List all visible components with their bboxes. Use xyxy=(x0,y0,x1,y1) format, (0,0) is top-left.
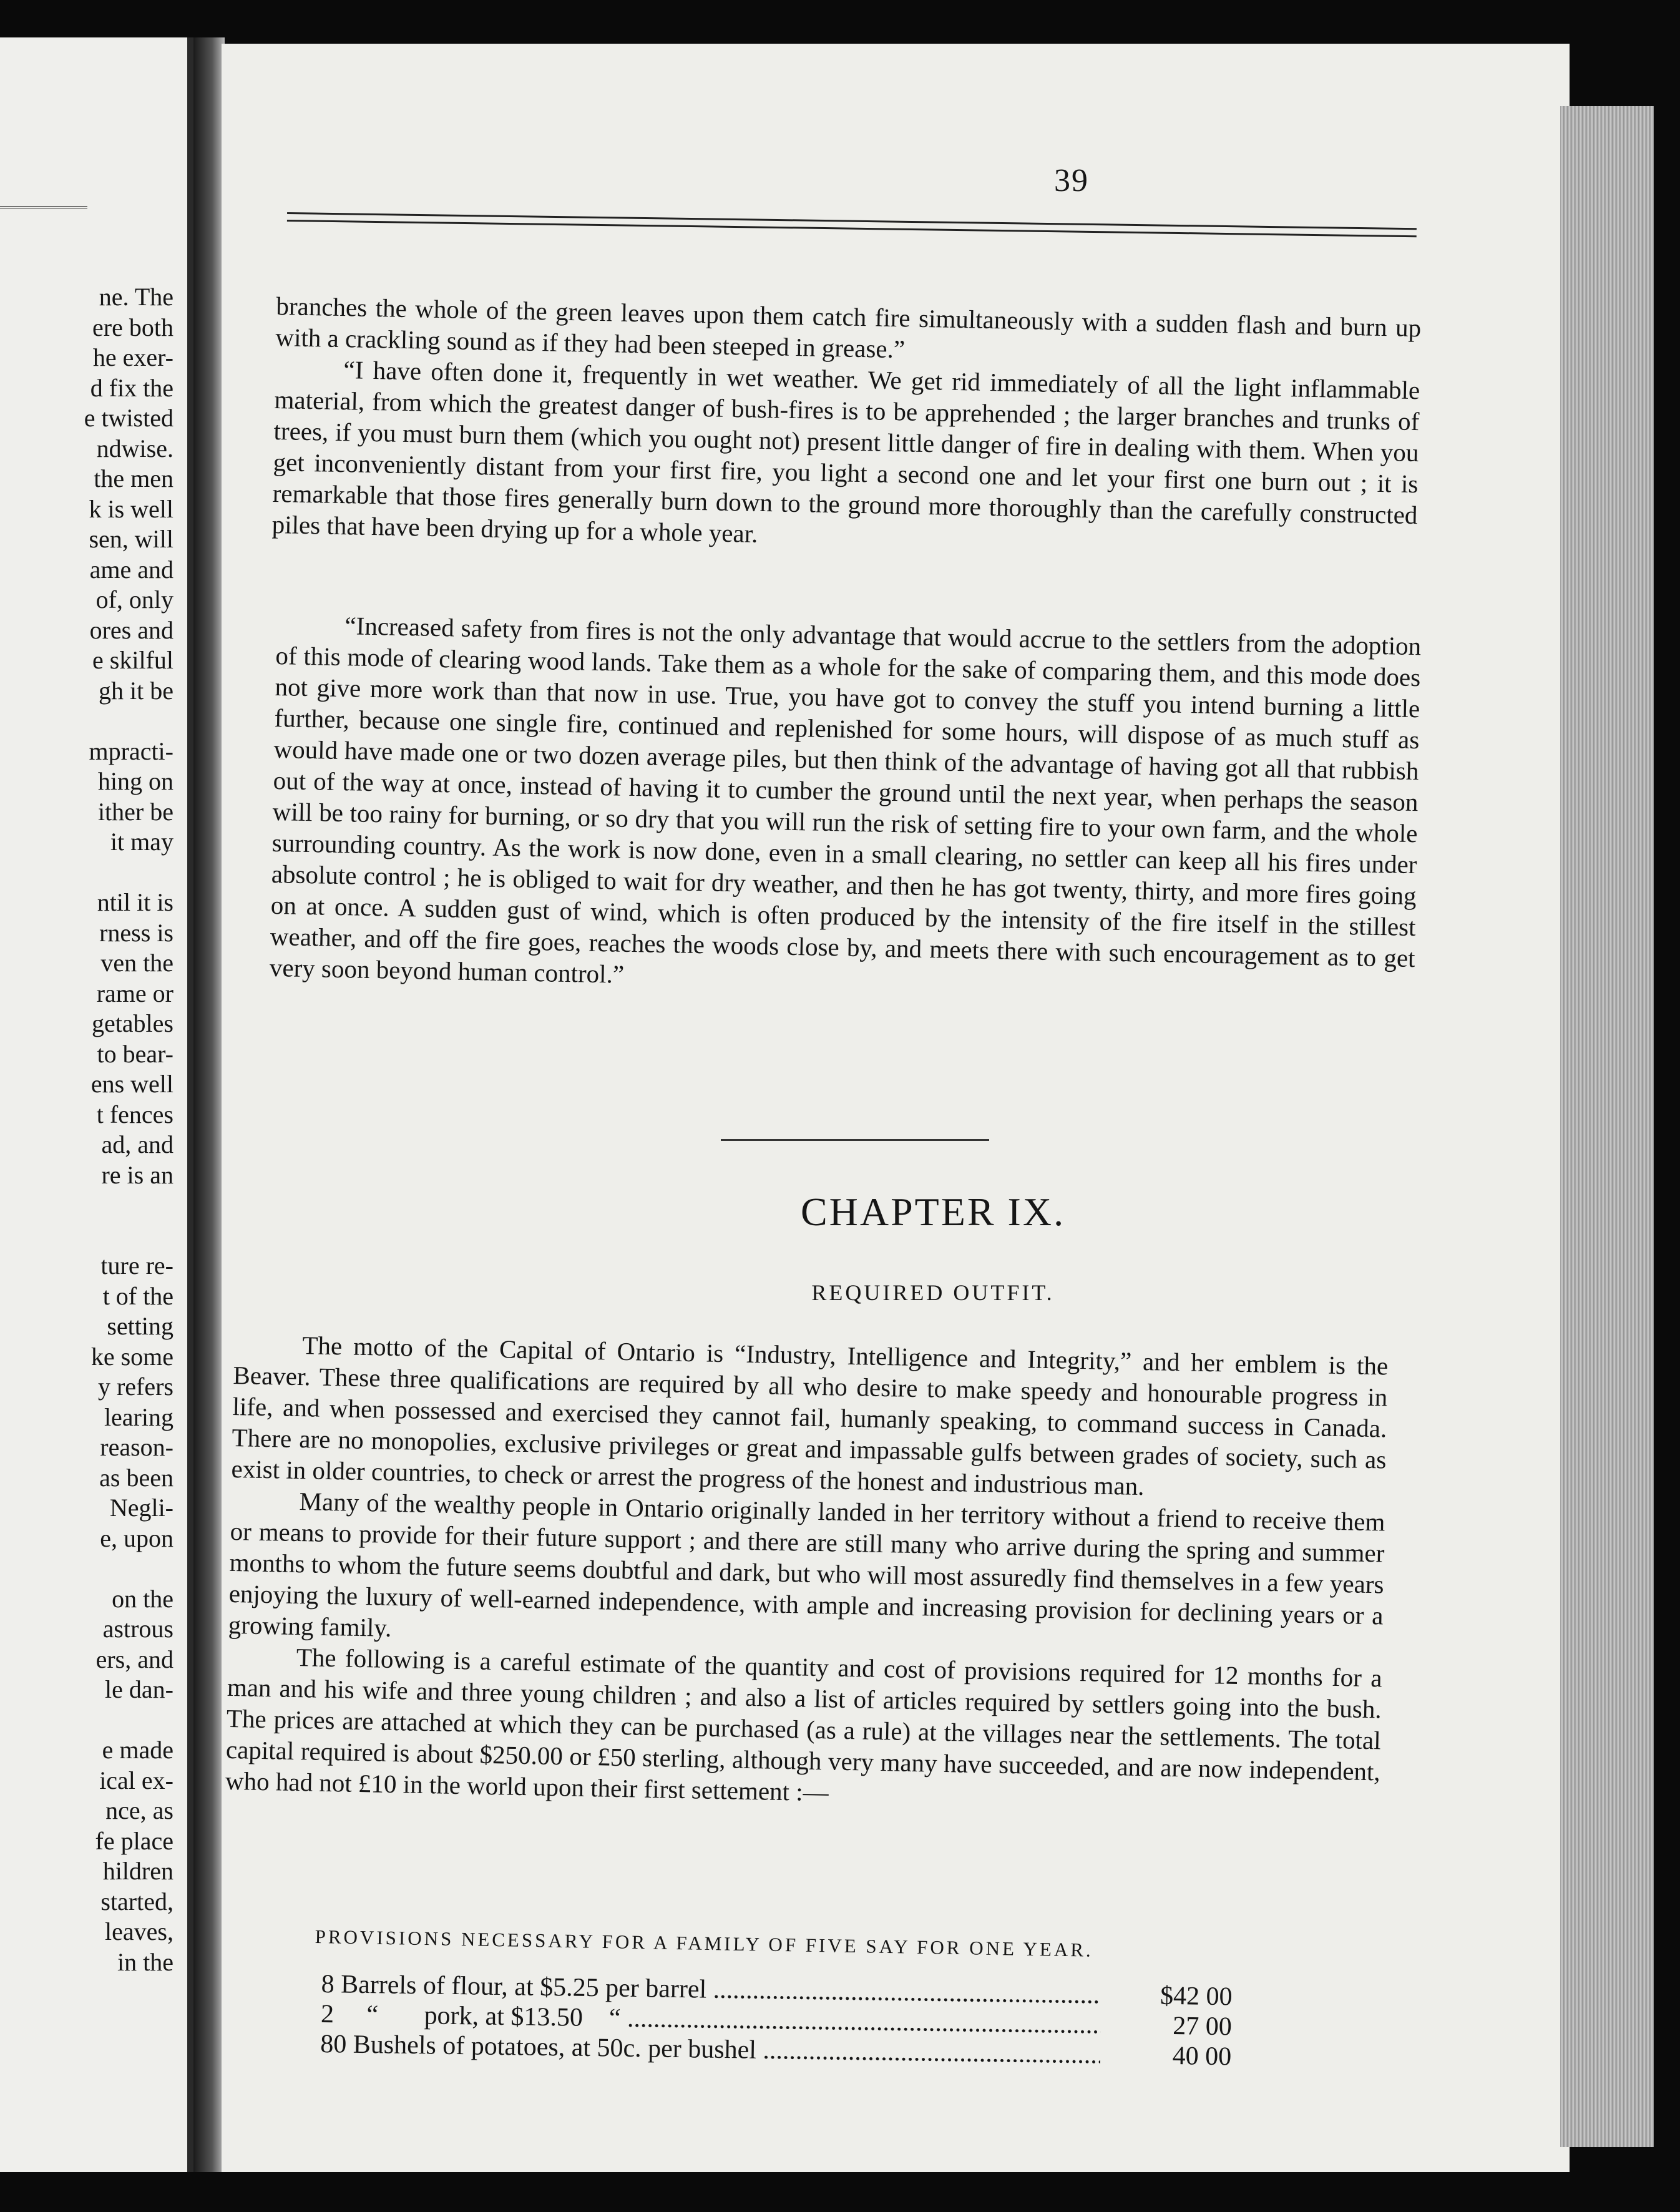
facing-page-line: as been xyxy=(99,1463,173,1492)
provisions-table xyxy=(320,1969,1233,2072)
facing-page-line: e skilful xyxy=(92,646,173,674)
section-divider xyxy=(721,1139,989,1141)
facing-page-fragment xyxy=(0,37,193,2172)
facing-page-line: ntil it is xyxy=(97,888,173,916)
facing-page-line: ndwise. xyxy=(96,434,173,462)
facing-page-line: ores and xyxy=(89,615,173,644)
facing-page-line: sen, will xyxy=(89,525,173,553)
facing-page-line: the men xyxy=(94,464,173,492)
facing-page-line: ere both xyxy=(92,313,173,341)
paragraph: The following is a careful estimate of the quantity and cost of provisions required for 12 months for a man and his wife and three young children ; and also a list of articles required by settlers going into the bush. The prices are attached at which they can be purchased (as a rule) at the villages near the settlements. The total capital required is about $250.00 or £50 sterling, although very many have succeeded, and are now independent, who had not £10 in the world upon their first settement :— xyxy=(225,1643,1383,1807)
facing-page-line: reason- xyxy=(100,1433,173,1461)
chapter-title: CHAPTER IX. xyxy=(800,1190,1066,1234)
facing-page-line: Negli- xyxy=(109,1494,173,1522)
facing-page-line xyxy=(0,1705,173,1736)
paragraph: The motto of the Capital of Ontario is “Industry, Intelligence and Integrity,” and her emblem is the Beaver. These three qualifications are required by all who desire to make speedy and honourable progress in life, and when possessed and exercised they cannot fail, humanly speaking, to command success in Canada. There are no monopolies, exclusive privileges or great and impassable gulfs between grades of society, such as exist in older countries, to check or arrest the progress of the honest and industrious man. xyxy=(231,1331,1389,1501)
facing-page-line: ke some xyxy=(90,1342,173,1371)
facing-page-line: ither be xyxy=(97,797,173,826)
item-amount: 27 00 xyxy=(1101,2010,1233,2042)
facing-page-line: ture re- xyxy=(100,1251,173,1280)
facing-page-line: hing on xyxy=(97,767,173,795)
facing-page-line: he exer- xyxy=(92,343,173,371)
provisions-table-title: PROVISIONS NECESSARY FOR A FAMILY OF FIVE SAY FOR ONE YEAR. xyxy=(315,1926,1094,1961)
facing-page-line: ne. The xyxy=(99,283,173,311)
paragraph: “Increased safety from fires is not the only advantage that would accrue to the settlers from the adoption of this mode of clearing wood lands. Take them as a whole for the sake of comparing them, and this mode does not give more work than that now in use. True, you have got to convey the stuff you intend burning a little further, because one single fire, continued and replenished for some hours, will dispose of as much stuff as would have made one or two dozen average piles, but then think of the advantage of having got all that rubbish out of the way at once, instead of having it to cumber the ground until the next year, when perhaps the season will be too rainy for burning, or so dry that you will run the risk of setting fire to your own farm, and the whole surrounding country. As the work is now done, even in a small clearing, no settler can keep all his fires under absolute control ; he is obliged to wait for dry weather, and then he has got twenty, thirty, and more fires going on at once. A sudden gust of wind, which is often produced by the intensity of the fire itself in the stillest weather, and off the fire goes, reaches the woods close by, and meets there with such encouragement as to get very soon beyond human control.” xyxy=(269,611,1422,989)
facing-page-line: e made xyxy=(102,1736,173,1764)
paragraph-block-bush-fires xyxy=(271,290,1421,562)
facing-page-line xyxy=(0,1554,173,1584)
facing-page-line: ame and xyxy=(89,555,173,584)
facing-page-line: ven the xyxy=(100,949,173,977)
facing-page-line: getables xyxy=(91,1009,173,1037)
facing-page-line: astrous xyxy=(102,1615,173,1643)
facing-page-line: t of the xyxy=(102,1281,173,1310)
facing-page-line: d fix the xyxy=(90,373,173,402)
item-description: 8 Barrels of flour, at $5.25 per barrel ..... xyxy=(321,1969,1101,2010)
facing-page-line: k is well xyxy=(89,494,173,523)
header-rule xyxy=(287,212,1417,237)
facing-page-line: on the xyxy=(112,1584,173,1613)
item-amount: 40 00 xyxy=(1100,2040,1232,2072)
facing-page-line: setting xyxy=(107,1312,173,1340)
facing-page-line: of, only xyxy=(95,585,173,614)
facing-page-line: to bear- xyxy=(97,1039,173,1068)
facing-page-text xyxy=(0,282,173,1977)
facing-page-line: gh it be xyxy=(99,676,173,705)
facing-page-line: rame or xyxy=(96,979,173,1007)
facing-page-line: re is an xyxy=(101,1160,173,1189)
facing-page-line: started, xyxy=(100,1887,173,1916)
facing-page-line: t fences xyxy=(96,1100,173,1128)
facing-page-line: ad, and xyxy=(101,1130,173,1158)
facing-page-line: e twisted xyxy=(84,404,173,432)
facing-page-line: ens well xyxy=(90,1070,173,1098)
page-edges xyxy=(1560,106,1654,2147)
facing-page-line xyxy=(0,1221,173,1251)
chapter-subtitle: REQUIRED OUTFIT. xyxy=(811,1280,1055,1305)
facing-page-line: leaves, xyxy=(105,1917,173,1945)
paragraph: “I have often done it, frequently in wet weather. We get rid immediately of all the light inflammable material, from which the greatest danger of bush-fires is to be apprehended ; the larger branches and trunks of trees, if you must burn them (which you ought not) present little danger of fire in dealing with them. When you get inconveniently distant from your first fire, you light a second one and let your first one burn out ; it is remarkable that those fires generally burn down to the ground more thoroughly than the carefully constructed piles that have been drying up for a whole year. xyxy=(271,355,1420,548)
facing-page-line: in the xyxy=(117,1947,173,1976)
facing-page-line xyxy=(0,1190,173,1221)
facing-page-line: hildren xyxy=(102,1857,173,1885)
facing-page-rule xyxy=(0,206,87,213)
facing-page-line: ical ex- xyxy=(99,1766,173,1794)
paragraph-block-required-outfit xyxy=(225,1328,1389,1818)
facing-page-line: rness is xyxy=(99,918,173,947)
facing-page-line xyxy=(0,706,173,737)
facing-page-line: y refers xyxy=(97,1373,173,1401)
page-number: 39 xyxy=(1054,163,1089,198)
item-amount: $42 00 xyxy=(1101,1980,1233,2012)
item-description: 2 “ pork, at $13.50 “ ..... xyxy=(321,1999,1101,2040)
facing-page-line: e, upon xyxy=(100,1524,173,1552)
facing-page-line: nce, as xyxy=(105,1796,173,1824)
facing-page-line: mpracti- xyxy=(89,737,173,765)
paragraph-block-increased-safety xyxy=(269,609,1421,1005)
facing-page-line: it may xyxy=(110,828,173,856)
paragraph: branches the whole of the green leaves upon them catch fire simultaneously with a sudden flash and burn up with a crackling sound as if they had been steeped in grease.” xyxy=(275,291,1422,364)
facing-page-line: fe place xyxy=(95,1826,173,1855)
facing-page-line xyxy=(0,858,173,888)
item-description: 80 Bushels of potatoes, at 50c. per bushel ..... xyxy=(320,2029,1101,2070)
facing-page-line: le dan- xyxy=(105,1675,173,1703)
facing-page-line: learing xyxy=(104,1402,173,1431)
book-page xyxy=(222,44,1570,2172)
book-gutter xyxy=(193,37,225,2172)
facing-page-line: ers, and xyxy=(95,1645,173,1673)
paragraph: Many of the wealthy people in Ontario originally landed in her territory without a friend to receive them or means to provide for their future support ; and there are still many who arrive during the spring and summer months to whom the future seems doubtful and dark, but who will most assuredly find themselves in a few years enjoying the luxury of well-earned independence, with ample and increasing provision for declining years or a growing family. xyxy=(228,1487,1385,1642)
